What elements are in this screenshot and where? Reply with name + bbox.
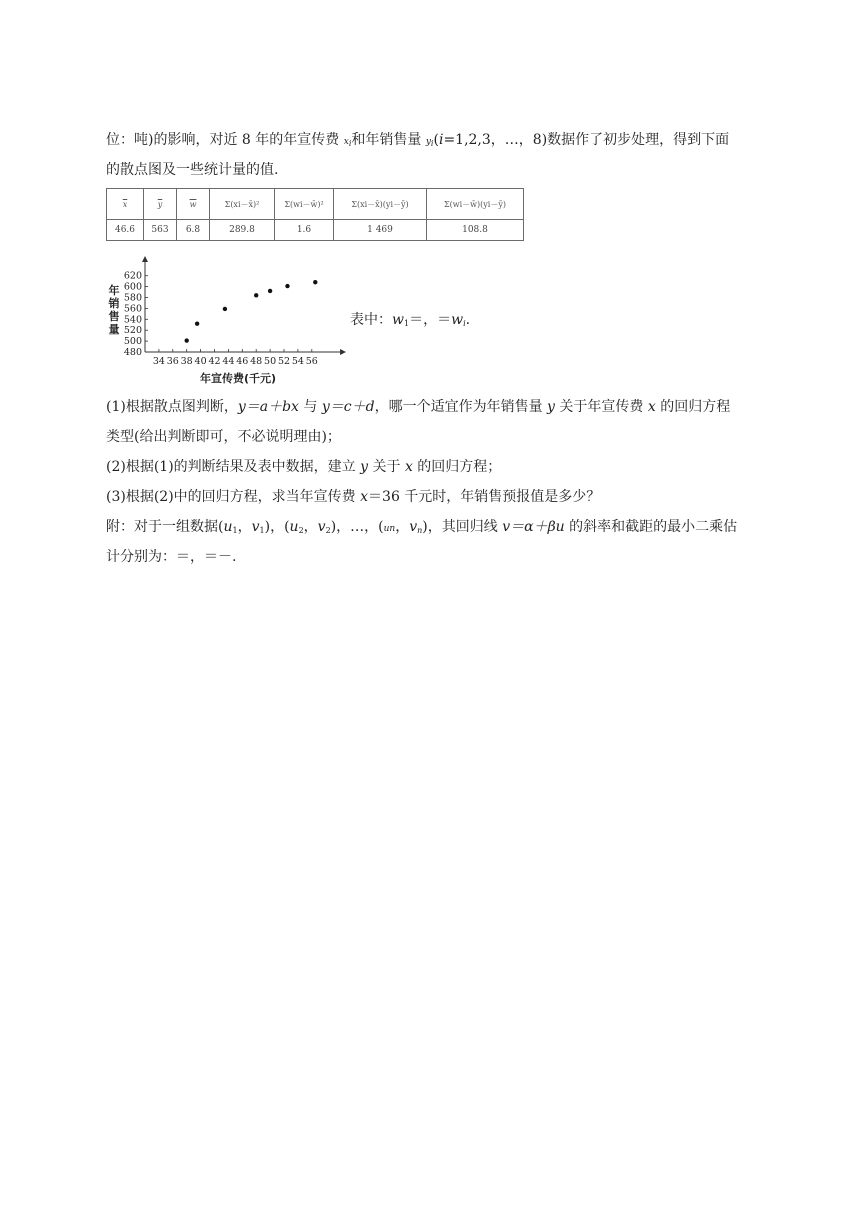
y-tick-label: 600: [123, 281, 142, 293]
sub-i: i: [430, 139, 434, 148]
table-header-cell: Σ(xi－x̄)(yi－ȳ): [334, 189, 427, 220]
question-2: (2)根据(1)的判断结果及表中数据，建立 y 关于 x 的回归方程；: [106, 459, 502, 475]
table-cell: 563: [144, 220, 177, 241]
x-tick-label: 44: [222, 356, 235, 367]
y-axis-label-char: 量: [108, 323, 120, 336]
intro-text-3: =1,2,3，…，8)数据作了初步处理，得到下面: [443, 132, 730, 148]
y-axis-arrow: [142, 256, 148, 262]
appendix-line-2: 计分别为：＝，＝－.: [106, 549, 237, 565]
var-y: y: [425, 137, 431, 147]
x-tick-label: 52: [277, 356, 291, 367]
table-header-row: [107, 189, 524, 220]
intro-line-2: 的散点图及一些统计量的值.: [106, 162, 279, 178]
y-tick-label: 580: [123, 292, 142, 304]
data-point: [254, 293, 258, 297]
question-1-line-1: (1)根据散点图判断，y＝a＋bx 与 y＝c＋d，哪一个适宜作为年销售量 y 关于年宣传费 x 的回归方程: [106, 399, 731, 415]
table-value-row: [107, 220, 524, 241]
table-cell: 6.8: [177, 220, 210, 241]
x-axis-arrow: [340, 349, 346, 355]
data-point: [185, 338, 189, 342]
intro-paren: (: [433, 132, 439, 148]
data-point: [313, 280, 317, 284]
question-1-line-2: 类型(给出判断即可，不必说明理由)；: [106, 429, 341, 445]
x-tick-label: 40: [194, 356, 207, 367]
x-axis-label: 年宣传费(千元): [199, 372, 277, 385]
y-tick-label: 520: [123, 325, 142, 337]
table-cell: 108.8: [427, 220, 524, 241]
x-tick-label: 50: [264, 356, 277, 367]
table-cell: 46.6: [107, 220, 144, 241]
data-point: [223, 307, 227, 311]
intro-line-1: [106, 131, 729, 153]
table-header-cell: $\overline{w}$: [177, 189, 210, 220]
question-3: (3)根据(2)中的回归方程，求当年宣传费 x＝36 千元时，年销售预报值是多少？: [106, 489, 601, 505]
table-header-cell: $\overline{x}$: [107, 189, 144, 220]
table-header-cell: Σ(wi－w̄)(yi－ȳ): [427, 189, 524, 220]
x-tick-label: 42: [208, 356, 221, 367]
x-tick-label: 54: [291, 356, 304, 367]
y-tick-label: 500: [123, 336, 142, 348]
intro-text: 位：吨)的影响，对近 8 年的年宣传费: [106, 132, 344, 148]
var-i: i: [438, 132, 444, 148]
table-header-cell: Σ(wi－w̄)²: [275, 189, 334, 220]
y-tick-label: 480: [123, 347, 142, 358]
var-x: x: [343, 137, 349, 147]
x-tick-label: 36: [166, 356, 179, 367]
table-cell: 1 469: [334, 220, 427, 241]
data-point: [195, 321, 199, 325]
sub-i: i: [348, 139, 352, 148]
data-point: [285, 284, 289, 288]
y-axis-label-char: 销: [108, 297, 120, 310]
data-point: [268, 289, 272, 293]
x-tick-label: 56: [305, 356, 318, 367]
y-tick-label: 620: [123, 270, 142, 282]
table-cell: 289.8: [210, 220, 275, 241]
table-header-cell: $\overline{y}$: [144, 189, 177, 220]
x-tick-label: 38: [180, 356, 193, 367]
table-note: 表中：$w_1=$，$=w_i$.: [350, 312, 471, 328]
y-tick-label: 560: [123, 303, 142, 315]
y-tick-label: 540: [123, 314, 142, 326]
table-header-cell: Σ(xi－x̄)²: [210, 189, 275, 220]
x-tick-label: 46: [236, 356, 249, 367]
formula-sqrt: y＝c＋d: [321, 399, 375, 415]
statistics-table: [106, 188, 524, 241]
y-axis-label-char: 年: [108, 284, 120, 297]
formula-regression: v＝α＋βu: [502, 519, 565, 535]
table-cell: 1.6: [275, 220, 334, 241]
y-axis-label-char: 售: [108, 310, 120, 323]
x-tick-label: 48: [250, 356, 263, 367]
appendix-line-1: 附：对于一组数据($u_1$，$v_1$)，($u_2$，$v_2$)，…，(un，$v_n$)，其回归线 v＝α＋βu 的斜率和截距的最小二乘估: [106, 519, 738, 535]
formula-linear: y＝a＋bx: [237, 399, 299, 415]
intro-text-2: 和年销售量: [351, 132, 426, 148]
x-tick-label: 34: [152, 356, 165, 367]
scatter-plot: [100, 252, 350, 390]
